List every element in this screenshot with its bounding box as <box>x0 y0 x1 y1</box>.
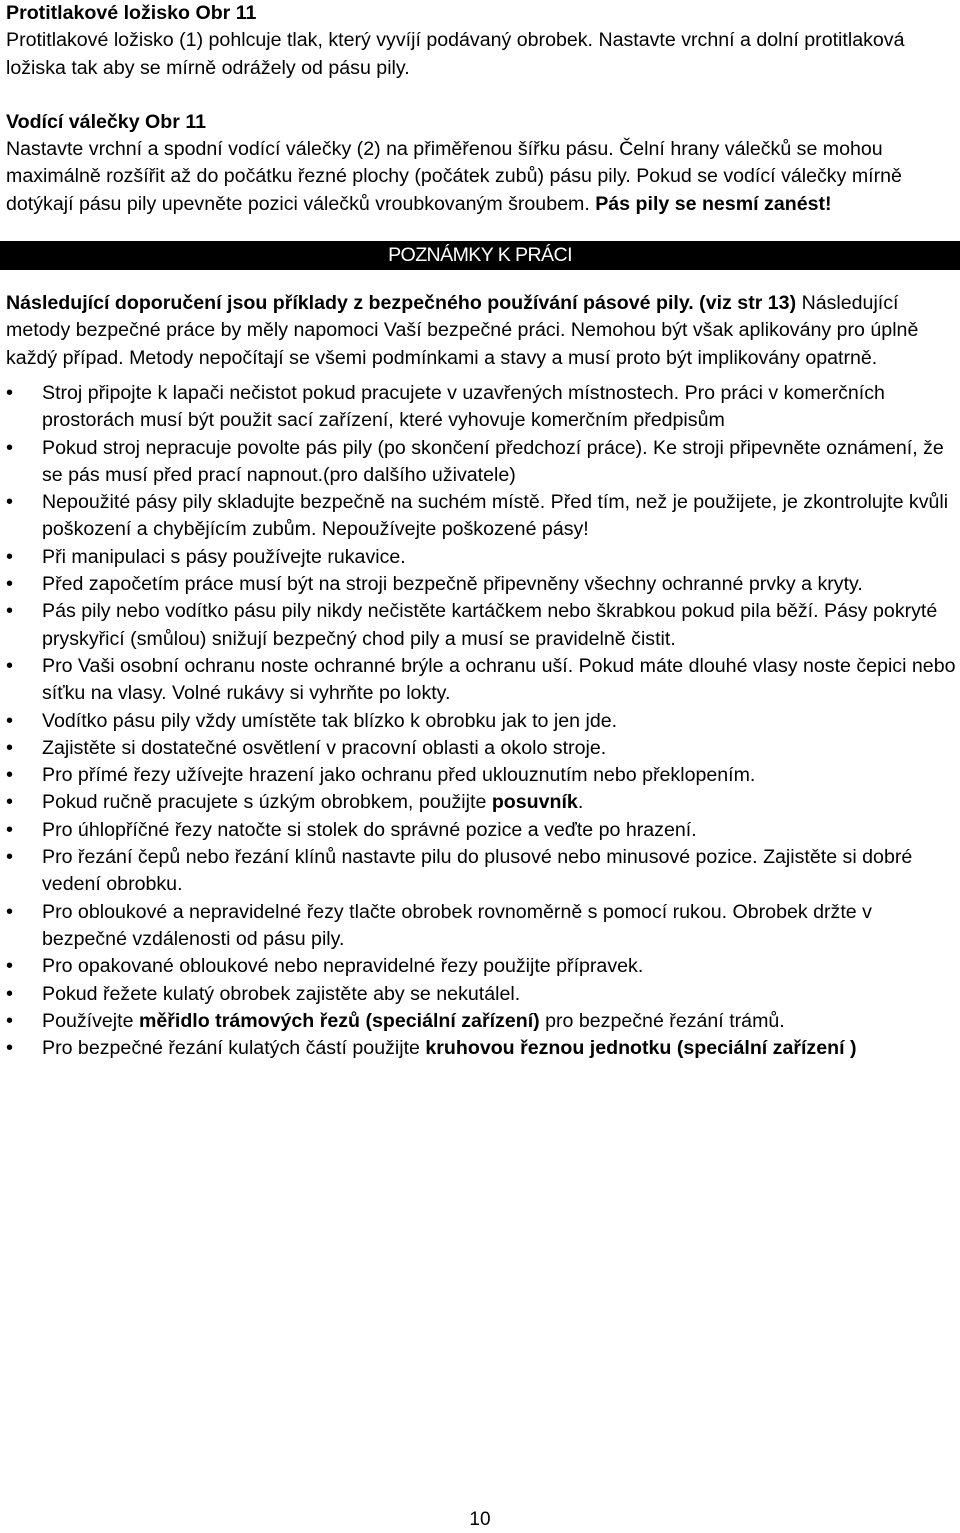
list-item-tail: . <box>577 791 584 814</box>
page-number: 10 <box>469 1509 491 1530</box>
list-item: • Pro Vaši osobní ochranu noste ochranné brýle a ochranu uší. Pokud máte dlouhé vlasy noste čepici nebo síťku na vlasy. Volné rukávy si vyhrňte po lokty. <box>6 653 956 708</box>
notes-intro <box>6 290 956 372</box>
list-item <box>6 1008 956 1035</box>
list-item: • Při manipulaci s pásy používejte rukavice. <box>6 544 956 571</box>
list-item: • Pokud řežete kulatý obrobek zajistěte aby se nekutálel. <box>6 981 956 1008</box>
list-item: • Pro obloukové a nepravidelné řezy tlačte obrobek rovnoměrně s pomocí rukou. Obrobek držte v bezpečné vzdálenosti od pásu pily. <box>6 899 956 954</box>
section-title-guide-rollers: Vodící válečky Obr 11 <box>6 110 207 133</box>
list-item-bold: měřidlo trámových řezů (speciální zařízení) <box>138 1009 540 1032</box>
list-item-text: Pro bezpečné řezání kulatých částí použijte <box>42 1037 420 1060</box>
section-body-guide-rollers <box>6 136 956 218</box>
list-item: • Pokud stroj nepracuje povolte pás pily (po skončení předchozí práce). Ke stroji připevněte oznámení, že se pás musí před prací napnout.(pro dalšího uživatele) <box>6 435 956 490</box>
safety-bullet-list <box>6 380 956 1062</box>
list-item: • Stroj připojte k lapači nečistot pokud pracujete v uzavřených místnostech. Pro práci v komerčních prostorách musí být použit sací zařízení, které vyhovuje komerčním předpisům <box>6 380 956 435</box>
list-item: • Před započetím práce musí být na stroji bezpečně připevněny všechny ochranné prvky a kryty. <box>6 571 956 598</box>
list-item: • Zajistěte si dostatečné osvětlení v pracovní oblasti a okolo stroje. <box>6 735 956 762</box>
list-item: • Pro řezání čepů nebo řezání klínů nastavte pilu do plusové nebo minusové pozice. Zajistěte si dobré vedení obrobku. <box>6 844 956 899</box>
list-item: • Pro úhlopříčné řezy natočte si stolek do správné pozice a veďte po hrazení. <box>6 817 956 844</box>
list-item-text: Pokud ručně pracujete s úzkým obrobkem, použijte <box>42 791 487 814</box>
list-item: • Pás pily nebo vodítko pásu pily nikdy nečistěte kartáčkem nebo škrabkou pokud pila běží. Pásy pokryté pryskyřicí (smůlou) snižují bezpečný chod pily a musí se pravidelně čistit. <box>6 598 956 653</box>
list-item <box>6 1035 956 1062</box>
section-title-counter-bearing: Protitlakové ložisko Obr 11 <box>6 2 257 24</box>
list-item-tail: pro bezpečné řezání trámů. <box>539 1009 785 1032</box>
section-banner-work-notes: POZNÁMKY K PRÁCI <box>0 241 960 270</box>
notes-intro-bold: Následující doporučení jsou příklady z bezpečného používání pásové pily. (viz str 13) <box>6 292 797 315</box>
section-body-counter-bearing: Protitlakové ložisko (1) pohlcuje tlak, který vyvíjí podávaný obrobek. Nastavte vrchní a dolní protitlaková ložiska tak aby se mírně odrážely od pásu pily. <box>6 29 905 79</box>
list-item-text: Používejte <box>42 1009 134 1032</box>
list-item: • Vodítko pásu pily vždy umístěte tak blízko k obrobku jak to jen jde. <box>6 708 956 735</box>
list-item-bold: kruhovou řeznou jednotku (speciální zařízení ) <box>425 1037 857 1060</box>
document-page <box>6 0 956 1062</box>
list-item <box>6 789 956 816</box>
list-item: • Nepoužité pásy pily skladujte bezpečně na suchém místě. Před tím, než je použijete, je zkontrolujte kvůli poškození a chybějícím zubům. Nepoužívejte poškozené pásy! <box>6 489 956 544</box>
list-item-bold: posuvník <box>491 791 578 814</box>
list-item: • Pro opakované obloukové nebo nepravidelné řezy použijte přípravek. <box>6 953 956 980</box>
guide-rollers-warning: Pás pily se nesmí zanést! <box>595 192 832 215</box>
list-item: • Pro přímé řezy užívejte hrazení jako ochranu před uklouznutím nebo překlopením. <box>6 762 956 789</box>
guide-rollers-text: Nastavte vrchní a spodní vodící válečky (2) na přiměřenou šířku pásu. Čelní hrany válečků se mohou maximálně rozšířit až do počátku řezné plochy (počátek zubů) pásu pily. Pokud se vodící válečky mírně dotýkají pásu pily upevněte pozici válečků vroubkovaným šroubem. <box>6 138 902 215</box>
notes-intro-text: Následující metody bezpečné práce by měly napomoci Vaší bezpečné práci. Nemohou být však aplikovány pro úplně každý případ. Metody nepočítají se všemi podmínkami a stavy a musí proto být implikovány opatrně. <box>6 292 919 369</box>
